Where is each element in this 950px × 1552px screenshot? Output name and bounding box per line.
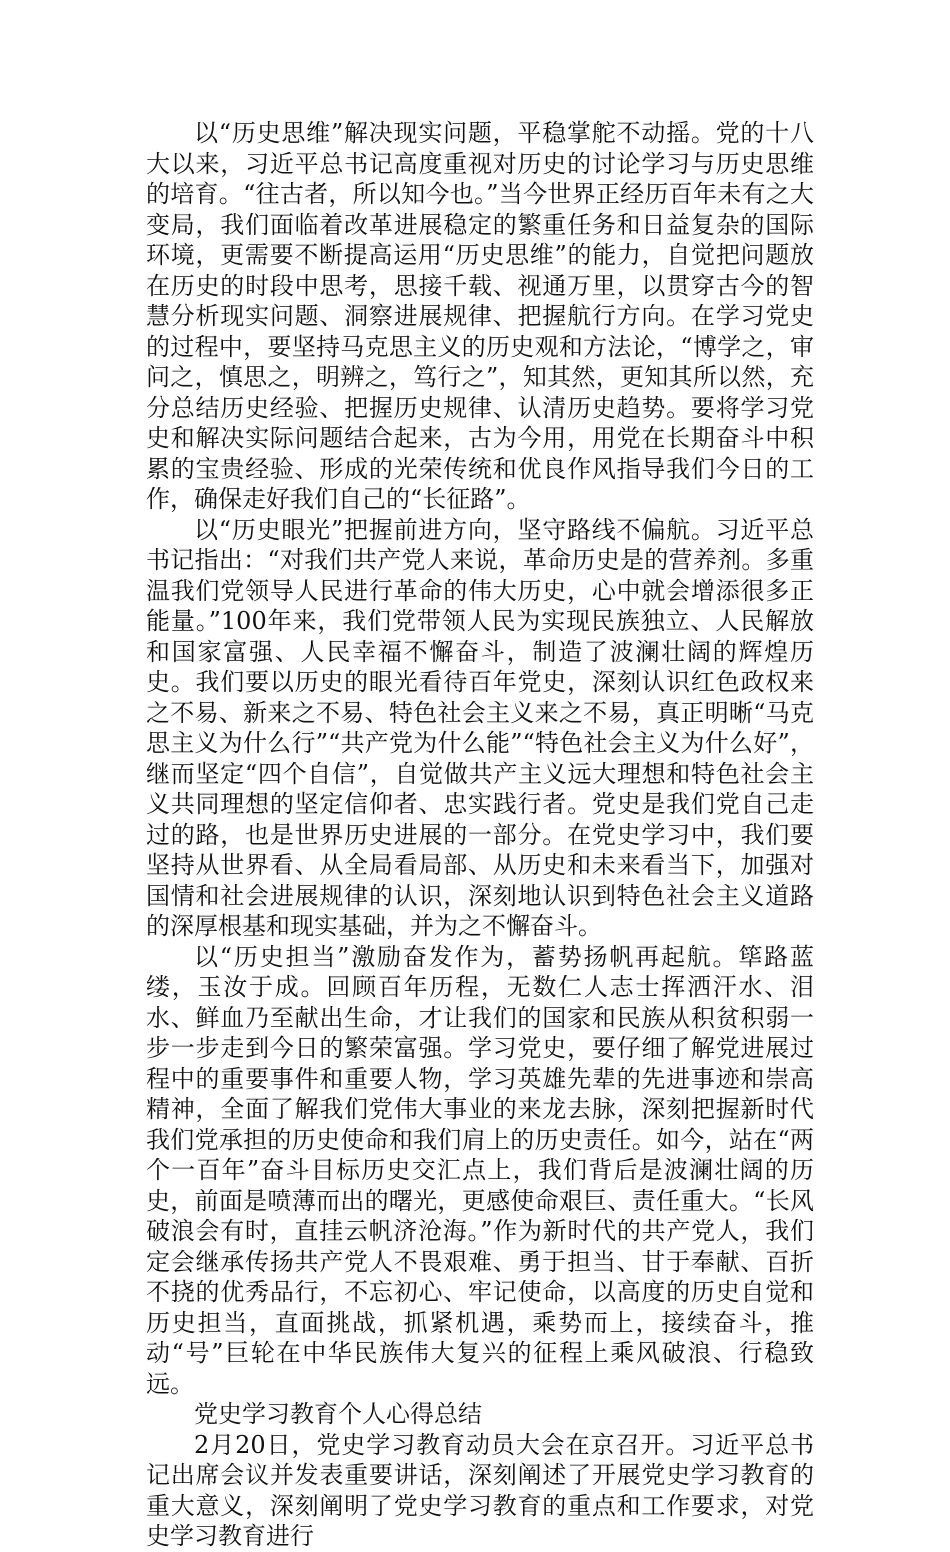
paragraph-historical-vision: 以“历史眼光”把握前进方向，坚守路线不偏航。习近平总书记指出：“对我们共产党人来说，革命历史是的营养剂。多重温我们党领导人民进行革命的伟大历史，心中就会增添很多正能量。”100年来，我们党带领人民为实现民族独立、人民解放和国家富强、人民幸福不懈奋斗，制造了波澜壮阔的辉煌历史。我们要以历史的眼光看待百年党史，深刻认识红色政权来之不易、新来之不易、特色社会主义来之不易，真正明晰“马克思主义为什么行”“共产党为什么能”“特色社会主义为什么好”，继而坚定“四个自信”，自觉做共产主义远大理想和特色社会主义共同理想的坚定信仰者、忠实践行者。党史是我们党自己走过的路，也是世界历史进展的一部分。在党史学习中，我们要坚持从世界看、从全局看局部、从历史和未来看当下，加强对国情和社会进展规律的认识，深刻地认识到特色社会主义道路的深厚根基和现实基础，并为之不懈奋斗。 [146,515,814,940]
document-body [146,118,814,1552]
paragraph-historical-thinking: 以“历史思维”解决现实问题，平稳掌舵不动摇。党的十八大以来，习近平总书记高度重视对历史的讨论学习与历史思维的培育。“往古者，所以知今也。”当今世界正经历百年未有之大变局，我们面临着改革进展稳定的繁重任务和日益复杂的国际环境，更需要不断提高运用“历史思维”的能力，自觉把问题放在历史的时段中思考，思接千载、视通万里，以贯穿古今的智慧分析现实问题、洞察进展规律、把握航行方向。在学习党史的过程中，要坚持马克思主义的历史观和方法论，“博学之，审问之，慎思之，明辨之，笃行之”，知其然，更知其所以然，充分总结历史经验、把握历史规律、认清历史趋势。要将学习党史和解决实际问题结合起来，古为今用，用党在长期奋斗中积累的宝贵经验、形成的光荣传统和优良作风指导我们今日的工作，确保走好我们自己的“长征路”。 [146,119,814,513]
paragraph-closing: 2月20日，党史学习教育动员大会在京召开。习近平总书记出席会议并发表重要讲话，深刻阐述了开展党史学习教育的重大意义，深刻阐明了党史学习教育的重点和工作要求，对党史学习教育进行 [146,1430,814,1550]
section-title: 党史学习教育个人心得总结 [194,1400,482,1428]
paragraph-historical-responsibility: 以“历史担当”激励奋发作为，蓄势扬帆再起航。筚路蓝缕，玉汝于成。回顾百年历程，无数仁人志士挥洒汗水、泪水、鲜血乃至献出生命，才让我们的国家和民族从积贫积弱一步一步走到今日的繁荣富强。学习党史，要仔细了解党进展过程中的重要事件和重要人物，学习英雄先辈的先进事迹和崇高精神，全面了解我们党伟大事业的来龙去脉，深刻把握新时代我们党承担的历史使命和我们肩上的历史责任。如今，站在“两个一百年”奋斗目标历史交汇点上，我们背后是波澜壮阔的历史，前面是喷薄而出的曙光，更感使命艰巨、责任重大。“长风破浪会有时，直挂云帆济沧海。”作为新时代的共产党人，我们定会继承传扬共产党人不畏艰难、勇于担当、甘于奉献、百折不挠的优秀品行，不忘初心、牢记使命，以高度的历史自觉和历史担当，直面挑战，抓紧机遇，乘势而上，接续奋斗，推动“号”巨轮在中华民族伟大复兴的征程上乘风破浪、行稳致远。 [146,942,814,1398]
